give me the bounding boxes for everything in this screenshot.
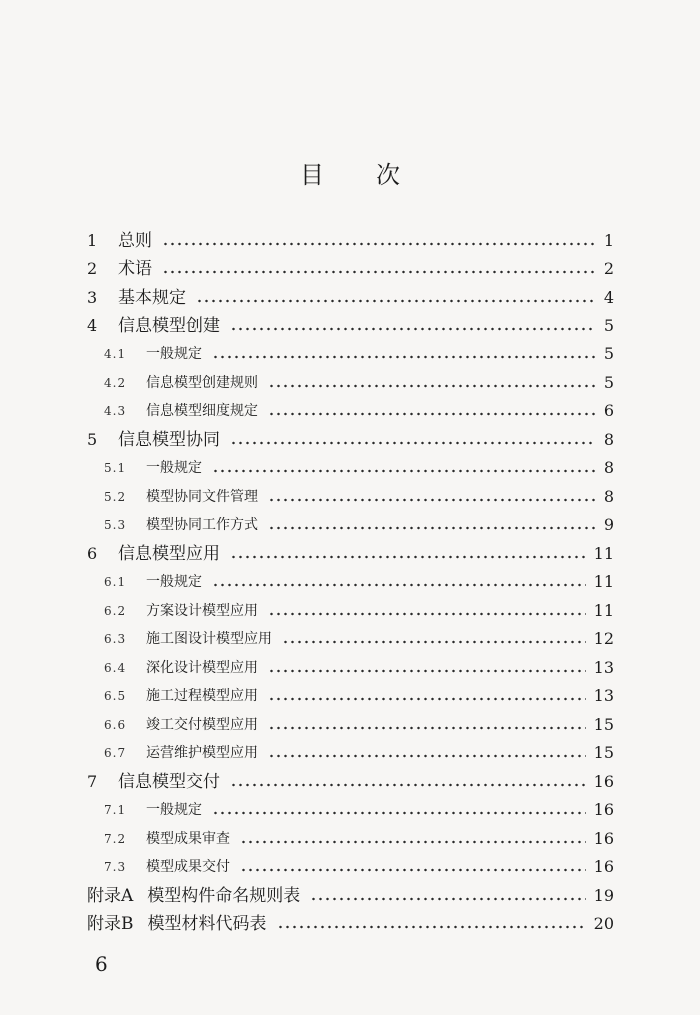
toc-entry	[104, 712, 614, 738]
toc-entry-page: 8	[603, 430, 614, 449]
dot-leader	[268, 384, 596, 388]
toc-entry-number: 5.3	[104, 518, 127, 532]
toc-entry-label: 信息模型创建	[118, 316, 220, 336]
dot-leader	[240, 840, 586, 844]
toc-entry-number: 7.3	[104, 860, 127, 874]
toc-entry	[104, 655, 614, 681]
toc-entry-number: 5.2	[104, 490, 127, 504]
page-title	[0, 155, 700, 190]
dot-leader	[268, 726, 586, 730]
toc-entry-label: 一般规定	[146, 802, 202, 818]
toc-entry-number: 5.1	[104, 461, 127, 475]
toc-entry	[87, 228, 614, 254]
toc-entry-label: 模型协同文件管理	[146, 489, 258, 505]
toc-entry	[87, 541, 614, 567]
toc-entry-number: 4.2	[104, 376, 127, 390]
toc-entry	[104, 598, 614, 624]
toc-entry	[104, 398, 614, 424]
toc-entry	[87, 427, 614, 453]
toc-entry	[104, 626, 614, 652]
toc-entry-label: 基本规定	[118, 288, 186, 308]
toc-entry-number: 6.7	[104, 746, 127, 760]
toc-entry-number: 5	[87, 430, 98, 449]
dot-leader	[268, 498, 596, 502]
toc-entry-number: 6.6	[104, 718, 127, 732]
dot-leader	[212, 583, 586, 587]
toc-entry-label: 模型成果审查	[146, 831, 230, 847]
toc-entry-page: 16	[593, 800, 614, 819]
toc-entry-label: 一般规定	[146, 460, 202, 476]
toc-entry	[87, 313, 614, 339]
toc-entry-page: 13	[593, 658, 614, 677]
toc-entry-page: 11	[593, 601, 614, 620]
toc-entry-label: 信息模型细度规定	[146, 403, 258, 419]
toc-entry-label: 信息模型交付	[118, 772, 220, 792]
dot-leader	[240, 868, 586, 872]
dot-leader	[310, 897, 585, 901]
toc-entry	[87, 883, 614, 909]
toc-entry-label: 一般规定	[146, 346, 202, 362]
toc-entry-page: 8	[603, 458, 614, 477]
dot-leader	[212, 469, 596, 473]
toc-entry	[87, 911, 614, 937]
toc-entry-number: 6.2	[104, 604, 127, 618]
dot-leader	[230, 327, 596, 331]
toc-entry-label: 竣工交付模型应用	[146, 717, 258, 733]
toc-entry-number: 4.3	[104, 404, 127, 418]
toc-entry	[87, 769, 614, 795]
toc-entry-number: 2	[87, 259, 98, 278]
toc-entry-number: 4	[87, 316, 98, 335]
toc-entry-number: 6.3	[104, 632, 127, 646]
toc-entry-page: 6	[603, 401, 614, 420]
toc-entry	[104, 455, 614, 481]
toc-entry-label: 一般规定	[146, 574, 202, 590]
toc-entry-label: 模型协同工作方式	[146, 517, 258, 533]
toc-entry-page: 5	[603, 316, 614, 335]
toc-entry-number: 6	[87, 544, 98, 563]
toc-entry-number: 6.5	[104, 689, 127, 703]
toc-entry-number: 7.1	[104, 803, 127, 817]
toc-entry-label: 方案设计模型应用	[146, 603, 258, 619]
toc-entry	[104, 512, 614, 538]
page-folio: 6	[95, 952, 108, 976]
dot-leader	[230, 441, 596, 445]
toc-entry-number: 附录A	[87, 886, 134, 906]
toc-entry	[104, 569, 614, 595]
title-char-2: 次	[376, 161, 400, 189]
dot-leader	[268, 526, 596, 530]
dot-leader	[212, 355, 596, 359]
toc-entry-label: 运营维护模型应用	[146, 745, 258, 761]
toc-entry-label: 施工过程模型应用	[146, 688, 258, 704]
toc-entry	[104, 854, 614, 880]
toc-entry	[104, 370, 614, 396]
toc-entry-number: 4.1	[104, 347, 127, 361]
toc-entry	[104, 341, 614, 367]
toc-entry-label: 深化设计模型应用	[146, 660, 258, 676]
toc-entry-number: 附录B	[87, 914, 134, 934]
toc-entry-page: 5	[603, 344, 614, 363]
toc-entry	[104, 683, 614, 709]
toc-entry-label: 信息模型应用	[118, 544, 220, 564]
toc-entry-page: 16	[593, 857, 614, 876]
dot-leader	[268, 412, 596, 416]
toc-entry	[104, 797, 614, 823]
dot-leader	[230, 555, 586, 559]
toc-entry-number: 3	[87, 288, 98, 307]
toc-entry-page: 15	[593, 715, 614, 734]
toc-entry-page: 5	[603, 373, 614, 392]
toc-entry-label: 施工图设计模型应用	[146, 631, 272, 647]
toc-entry-label: 总则	[118, 231, 152, 251]
dot-leader	[282, 640, 586, 644]
dot-leader	[212, 811, 586, 815]
toc-entry-label: 信息模型协同	[118, 430, 220, 450]
toc-entry-label: 模型材料代码表	[147, 914, 267, 934]
dot-leader	[162, 270, 596, 274]
toc-entry	[87, 256, 614, 282]
toc-entry-number: 1	[87, 231, 98, 250]
toc-entry-page: 19	[593, 886, 614, 905]
toc-entry	[87, 285, 614, 311]
toc-entry-page: 13	[593, 686, 614, 705]
toc-entry	[104, 826, 614, 852]
toc-entry-page: 11	[593, 572, 614, 591]
toc-entry-number: 7	[87, 772, 98, 791]
toc-entry	[104, 740, 614, 766]
toc-entry-label: 信息模型创建规则	[146, 375, 258, 391]
toc-entry-page: 2	[603, 259, 614, 278]
dot-leader	[268, 697, 586, 701]
toc-entry-page: 1	[603, 231, 614, 250]
toc-entry-page: 8	[603, 487, 614, 506]
toc-entry-number: 6.1	[104, 575, 127, 589]
toc-entry-label: 模型成果交付	[146, 859, 230, 875]
toc-entry-page: 12	[593, 629, 614, 648]
dot-leader	[230, 783, 586, 787]
dot-leader	[277, 925, 586, 929]
toc-entry-page: 20	[593, 914, 614, 933]
dot-leader	[162, 242, 596, 246]
dot-leader	[196, 299, 596, 303]
toc-entry-number: 6.4	[104, 661, 127, 675]
toc-entry-page: 16	[593, 772, 614, 791]
title-char-1: 目	[300, 161, 324, 189]
dot-leader	[268, 669, 586, 673]
dot-leader	[268, 612, 586, 616]
toc-entry-page: 15	[593, 743, 614, 762]
toc-entry-page: 9	[603, 515, 614, 534]
toc-entry-page: 11	[593, 544, 614, 563]
toc-entry-label: 模型构件命名规则表	[147, 886, 301, 906]
toc-entry-label: 术语	[118, 259, 152, 279]
dot-leader	[268, 754, 586, 758]
toc-entry-number: 7.2	[104, 832, 127, 846]
toc-entry-page: 4	[603, 288, 614, 307]
toc-entry	[104, 484, 614, 510]
toc-entry-page: 16	[593, 829, 614, 848]
